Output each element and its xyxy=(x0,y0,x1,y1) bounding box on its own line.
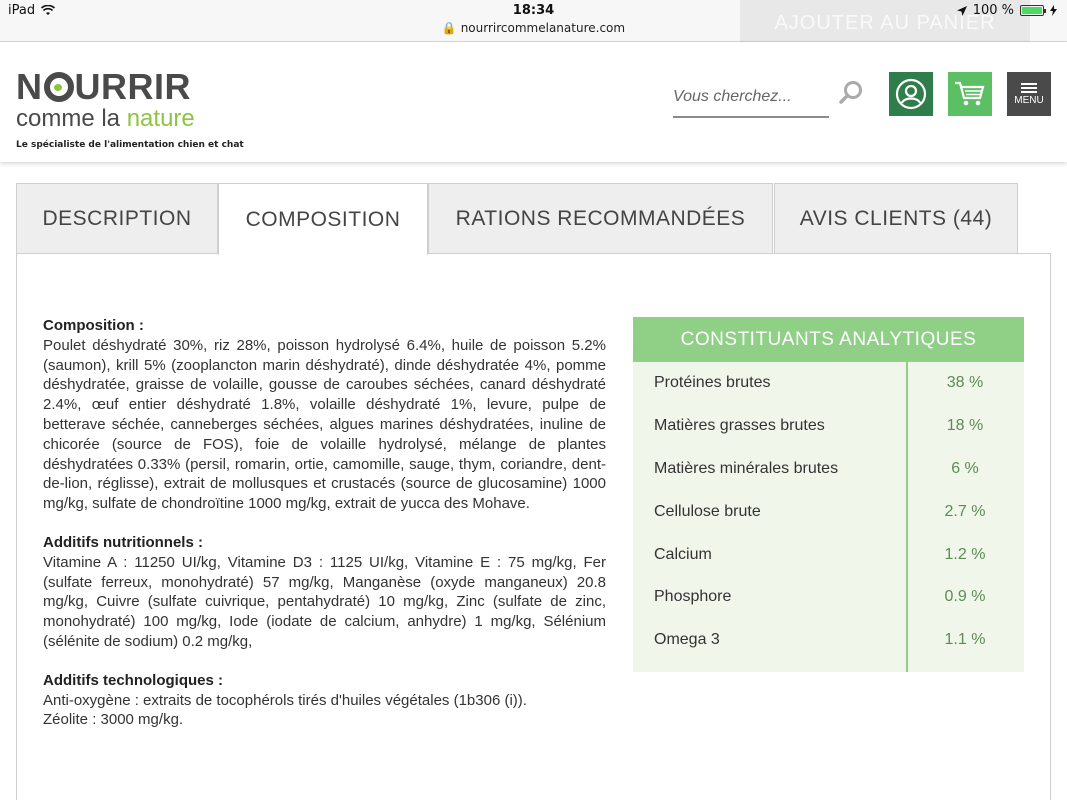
site-header xyxy=(0,42,1067,162)
constituent-value: 38 % xyxy=(946,374,984,392)
battery-percent: 100 % xyxy=(972,3,1014,18)
constituent-label: Matières grasses brutes xyxy=(654,417,825,435)
search-input[interactable] xyxy=(673,82,829,112)
device-label: iPad xyxy=(8,3,36,18)
search-box xyxy=(673,82,829,118)
menu-button[interactable] xyxy=(1007,72,1051,116)
table-row xyxy=(633,619,1024,662)
technological-additives-title: Additifs technologiques : xyxy=(43,671,223,689)
clock: 18:34 xyxy=(512,3,555,18)
table-row xyxy=(633,362,1024,405)
constituent-value: 1.2 % xyxy=(944,545,986,563)
composition-body: Poulet déshydraté 30%, riz 28%, poisson hydrolysé 6.4%, huile de poisson 5.2% (saumon), krill 5% (zooplancton marin déshydraté), dinde déshydratée 4%, pomme déshydratée, graisse de volaille, gousse de caroubes séchées, canard déshydraté 2.4%, œuf entier déshydraté 1.8%, volaille déshydraté 1%, levure, pulpe de betterave séchée, canneberges séchées, algues marines déshydratées, inuline de chicorée (source de FOS), foie de volaille hydrolysé, mélange de plantes déshydratées 0.33% (persil, romarin, ortie, camomille, sauge, thym, coriandre, dent-de-lion, réglisse), extrait de mollusques et crustacés (source de glucosamine) 1000 mg/kg, sulfate de chondroïtine 1000 mg/kg, extrait de yucca des Mohave. xyxy=(43,336,606,513)
tab-rations[interactable]: RATIONS RECOMMANDÉES xyxy=(428,183,773,254)
search-icon[interactable] xyxy=(838,80,864,106)
composition-title: Composition : xyxy=(43,317,144,334)
constituent-label: Cellulose brute xyxy=(654,502,761,520)
cart-icon xyxy=(954,80,986,108)
url-text: nourrircommelanature.com xyxy=(460,21,626,35)
site-logo[interactable] xyxy=(16,66,244,150)
tab-avis-clients[interactable]: AVIS CLIENTS (44) xyxy=(774,183,1018,254)
cart-button[interactable] xyxy=(948,72,992,116)
location-arrow-icon xyxy=(957,6,967,16)
menu-label: MENU xyxy=(1014,94,1044,106)
logo-tagline: Le spécialiste de l'alimentation chien et chat xyxy=(16,140,244,150)
nutritional-additives-title: Additifs nutritionnels : xyxy=(43,533,203,551)
table-row xyxy=(633,405,1024,448)
constituent-value: 18 % xyxy=(946,417,984,435)
logo-letter-n: N xyxy=(16,66,43,107)
table-row xyxy=(633,533,1024,576)
constituent-label: Phosphore xyxy=(654,588,732,606)
lock-icon: 🔒 xyxy=(441,21,457,35)
analytic-table-body xyxy=(633,362,1024,672)
table-row xyxy=(633,576,1024,619)
analytic-table-title: CONSTITUANTS ANALYTIQUES xyxy=(633,317,1024,362)
analytic-constituents-table xyxy=(633,317,1024,672)
ios-status-bar xyxy=(0,0,1067,42)
constituent-label: Protéines brutes xyxy=(654,374,771,392)
column-divider xyxy=(906,362,908,672)
account-button[interactable] xyxy=(889,72,933,116)
battery-level xyxy=(1022,7,1042,14)
add-to-cart-button[interactable]: AJOUTER AU PANIER xyxy=(740,0,1030,42)
constituent-value: 2.7 % xyxy=(944,502,986,520)
battery-icon xyxy=(1020,5,1044,16)
nutritional-additives-body: Vitamine A : 11250 UI/kg, Vitamine D3 : 1125 UI/kg, Vitamine E : 75 mg/kg, Fer (sulfate ferreux, monohydraté) 57 mg/kg, Manganèse (oxyde manganeux) 20.8 mg/kg, Cuivre (sulfate cuivrique, pentahydraté) 10 mg/kg, Zinc (sulfate de zinc, monohydraté) 100 mg/kg, Iode (iodate de calcium, anhydre) 1 mg/kg, Sélénium (sélénite de sodium) 0.2 mg/kg, xyxy=(43,553,606,650)
status-right xyxy=(957,3,1057,18)
logo-letters-urrir: URRIR xyxy=(74,66,191,107)
paw-icon xyxy=(44,72,74,102)
technological-additives-line2: Zéolite : 3000 mg/kg. xyxy=(43,711,184,729)
tab-description[interactable]: DESCRIPTION xyxy=(16,183,218,254)
constituent-label: Calcium xyxy=(654,545,712,563)
user-icon xyxy=(895,78,927,110)
constituent-label: Matières minérales brutes xyxy=(654,459,839,477)
nutritional-additives-section xyxy=(43,533,606,652)
logo-comme-la: comme la xyxy=(16,105,127,132)
constituent-value: 0.9 % xyxy=(944,588,986,606)
logo-subline xyxy=(16,106,244,132)
constituent-value: 6 % xyxy=(951,459,979,477)
charging-icon xyxy=(1050,5,1057,16)
composition-section xyxy=(43,316,606,514)
hamburger-icon xyxy=(1021,83,1037,93)
constituent-value: 1.1 % xyxy=(944,631,986,649)
tab-composition[interactable]: COMPOSITION xyxy=(218,183,428,255)
constituent-label: Omega 3 xyxy=(654,631,720,649)
composition-text xyxy=(43,316,606,749)
table-row xyxy=(633,490,1024,533)
table-row xyxy=(633,448,1024,491)
technological-additives-section xyxy=(43,671,606,730)
logo-nature: nature xyxy=(126,105,195,132)
logo-wordmark xyxy=(16,66,244,107)
technological-additives-line1: Anti-oxygène : extraits de tocophérols tirés d'huiles végétales (1b306 (i)). xyxy=(43,691,527,709)
